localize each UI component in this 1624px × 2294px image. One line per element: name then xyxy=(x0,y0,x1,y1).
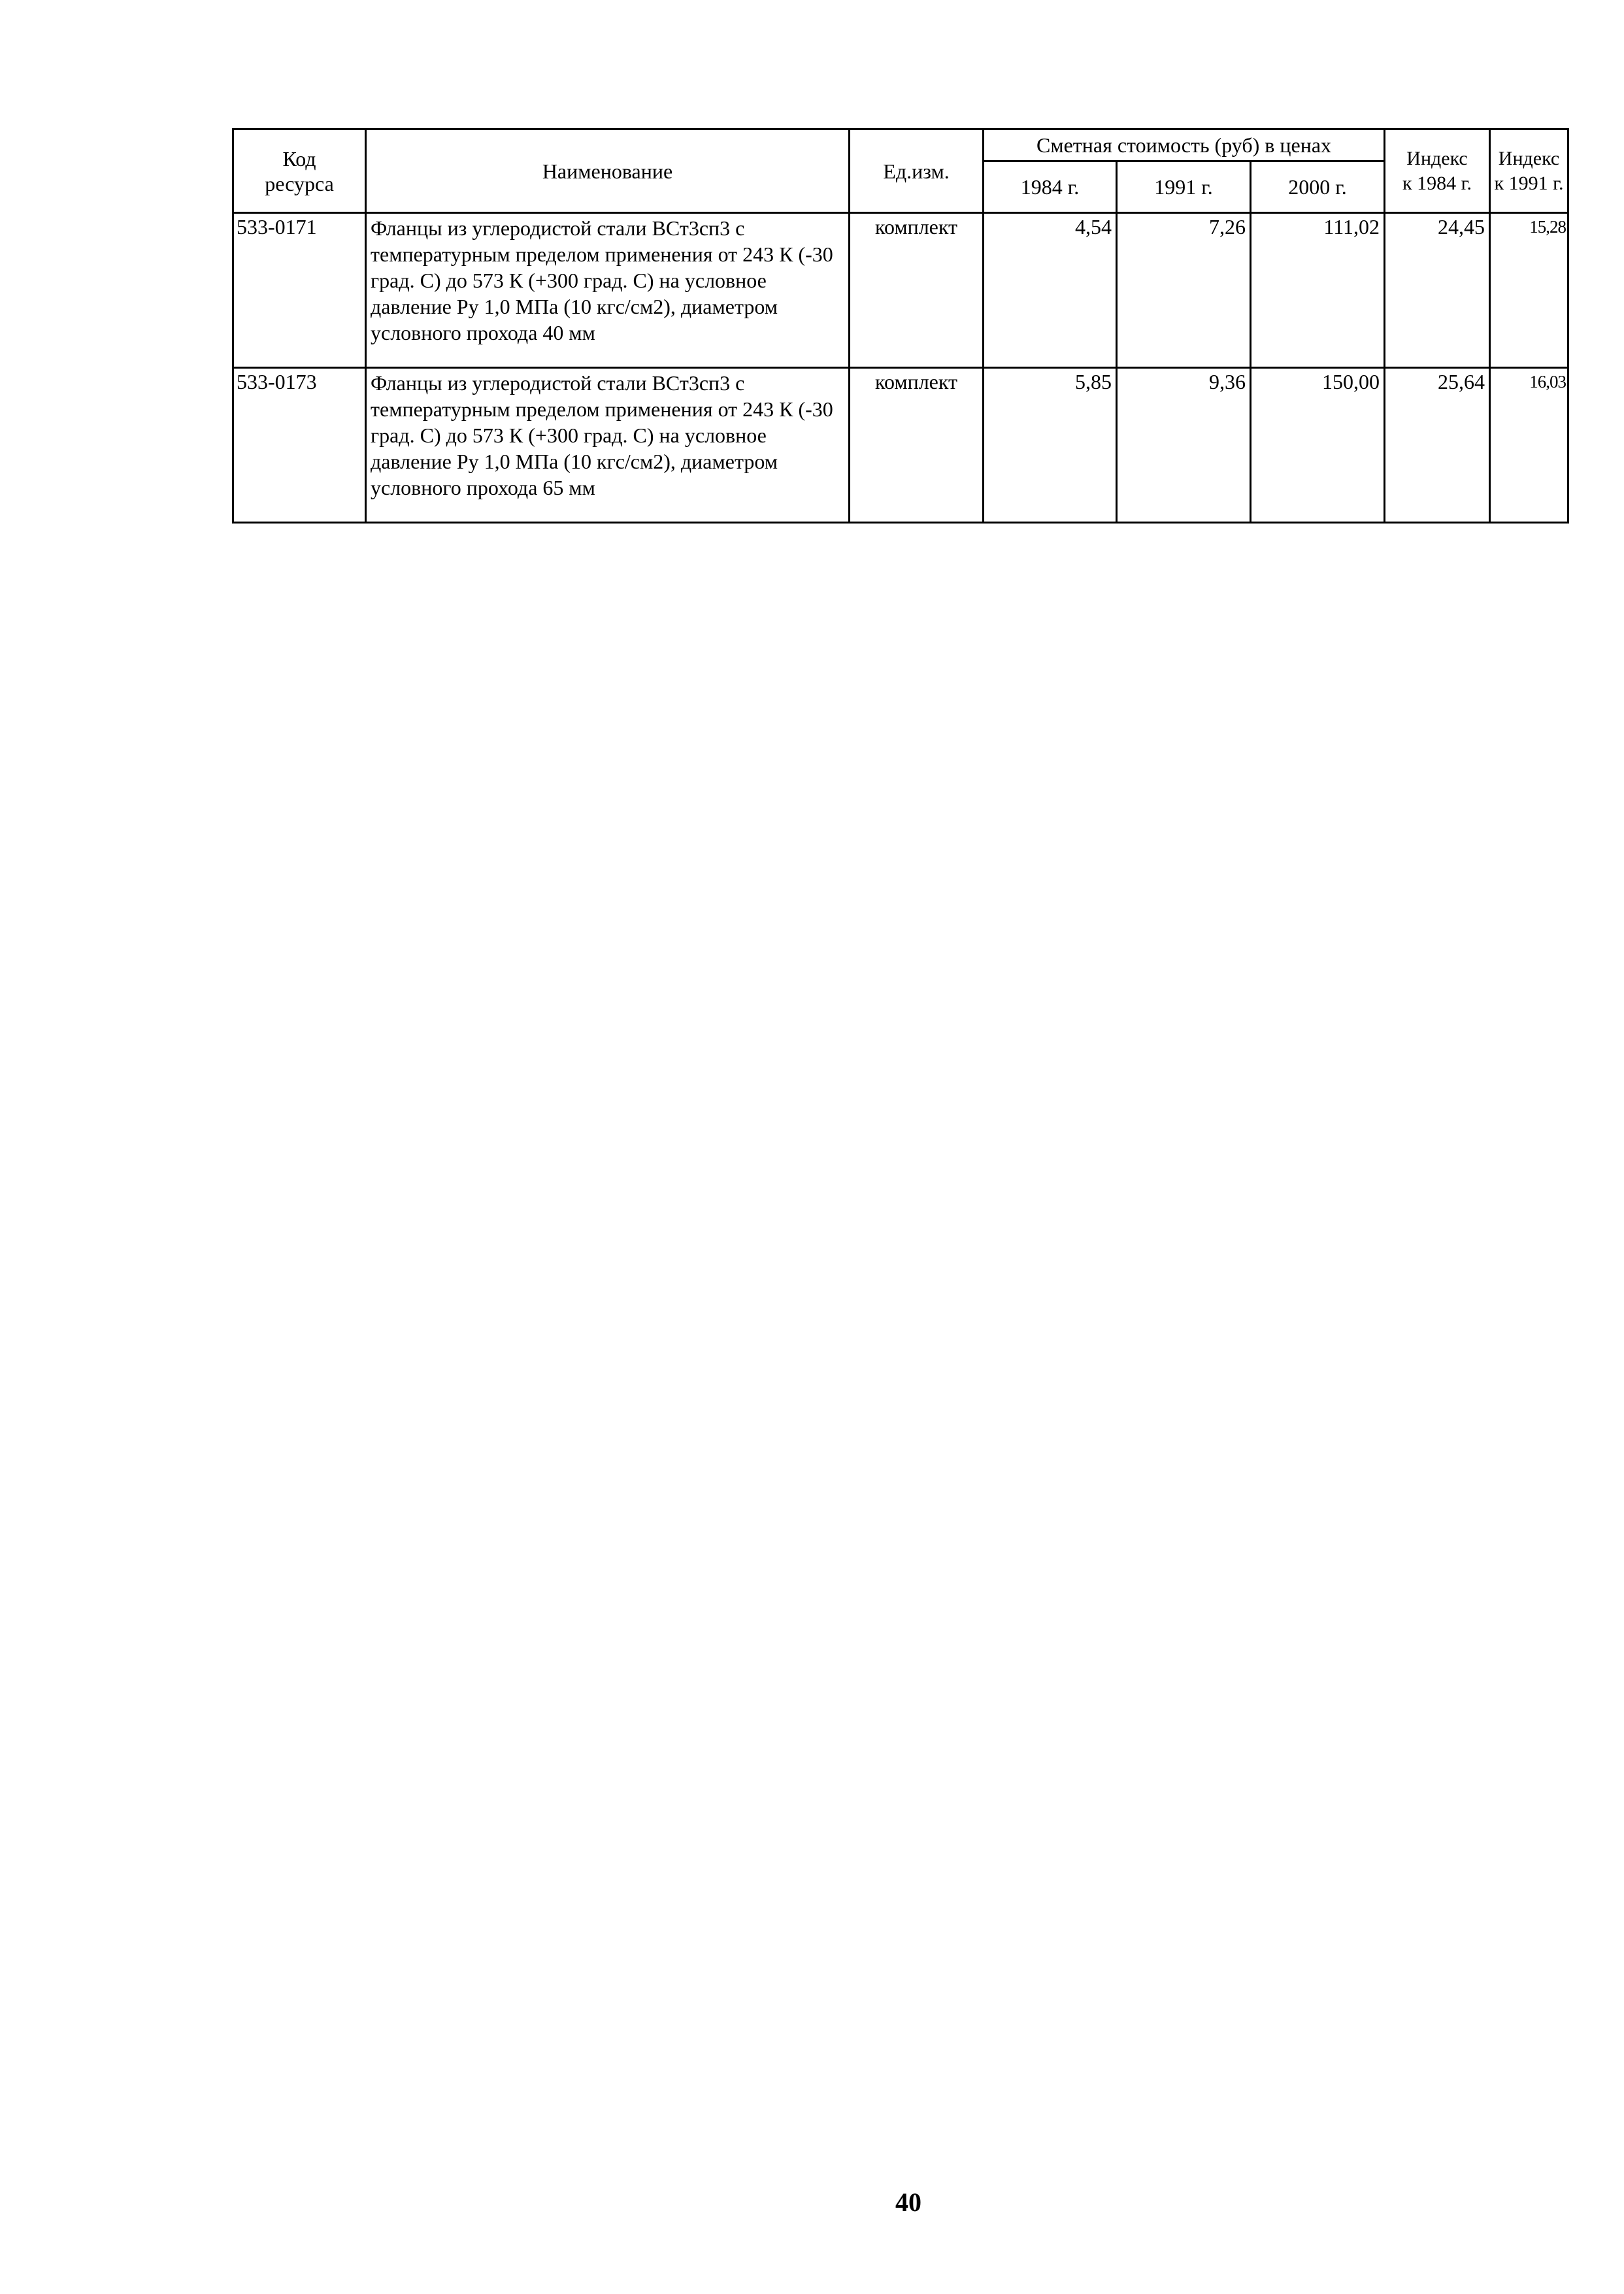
header-index-1991 xyxy=(1490,129,1568,213)
table-row xyxy=(233,368,1568,523)
price-2000-cell: 150,00 xyxy=(1251,368,1385,523)
resource-name-cell: Фланцы из углеродистой стали ВСт3сп3 с температурным пределом применения от 243 К (-30 град. С) до 573 К (+300 град. С) на условное давление Ру 1,0 МПа (10 кгс/см2), диаметром условного прохода 65 мм xyxy=(366,368,850,523)
header-index-1984 xyxy=(1385,129,1490,213)
header-index-1991-line1: Индекс xyxy=(1498,147,1560,169)
header-year-2000: 2000 г. xyxy=(1251,161,1385,213)
table-body xyxy=(233,213,1568,523)
index-1991-cell: 16,03 xyxy=(1490,368,1568,523)
index-1984-cell: 24,45 xyxy=(1385,213,1490,368)
header-index-1984-line2: к 1984 г. xyxy=(1402,172,1472,194)
price-2000-cell: 111,02 xyxy=(1251,213,1385,368)
header-unit: Ед.изм. xyxy=(850,129,984,213)
resource-name-cell: Фланцы из углеродистой стали ВСт3сп3 с температурным пределом применения от 243 К (-30 град. С) до 573 К (+300 град. С) на условное давление Ру 1,0 МПа (10 кгс/см2), диаметром условного прохода 40 мм xyxy=(366,213,850,368)
page-number: 40 xyxy=(895,2187,921,2217)
resource-price-table xyxy=(232,128,1569,524)
header-name: Наименование xyxy=(366,129,850,213)
table-header xyxy=(233,129,1568,213)
header-year-1984: 1984 г. xyxy=(984,161,1117,213)
resource-code-cell: 533-0171 xyxy=(233,213,366,368)
price-1984-cell: 5,85 xyxy=(984,368,1117,523)
index-1984-cell: 25,64 xyxy=(1385,368,1490,523)
unit-cell: комплект xyxy=(850,213,984,368)
header-resource-code-line2: ресурса xyxy=(265,171,334,195)
header-resource-code-line1: Код xyxy=(282,146,316,171)
price-1984-cell: 4,54 xyxy=(984,213,1117,368)
index-1991-cell: 15,28 xyxy=(1490,213,1568,368)
header-estimated-cost-group: Сметная стоимость (руб) в ценах xyxy=(984,129,1385,161)
header-index-1991-line2: к 1991 г. xyxy=(1494,172,1564,194)
unit-cell: комплект xyxy=(850,368,984,523)
table-row xyxy=(233,213,1568,368)
price-1991-cell: 7,26 xyxy=(1117,213,1251,368)
price-1991-cell: 9,36 xyxy=(1117,368,1251,523)
resource-code-cell: 533-0173 xyxy=(233,368,366,523)
header-resource-code xyxy=(233,129,366,213)
header-year-1991: 1991 г. xyxy=(1117,161,1251,213)
header-index-1984-line1: Индекс xyxy=(1406,147,1468,169)
